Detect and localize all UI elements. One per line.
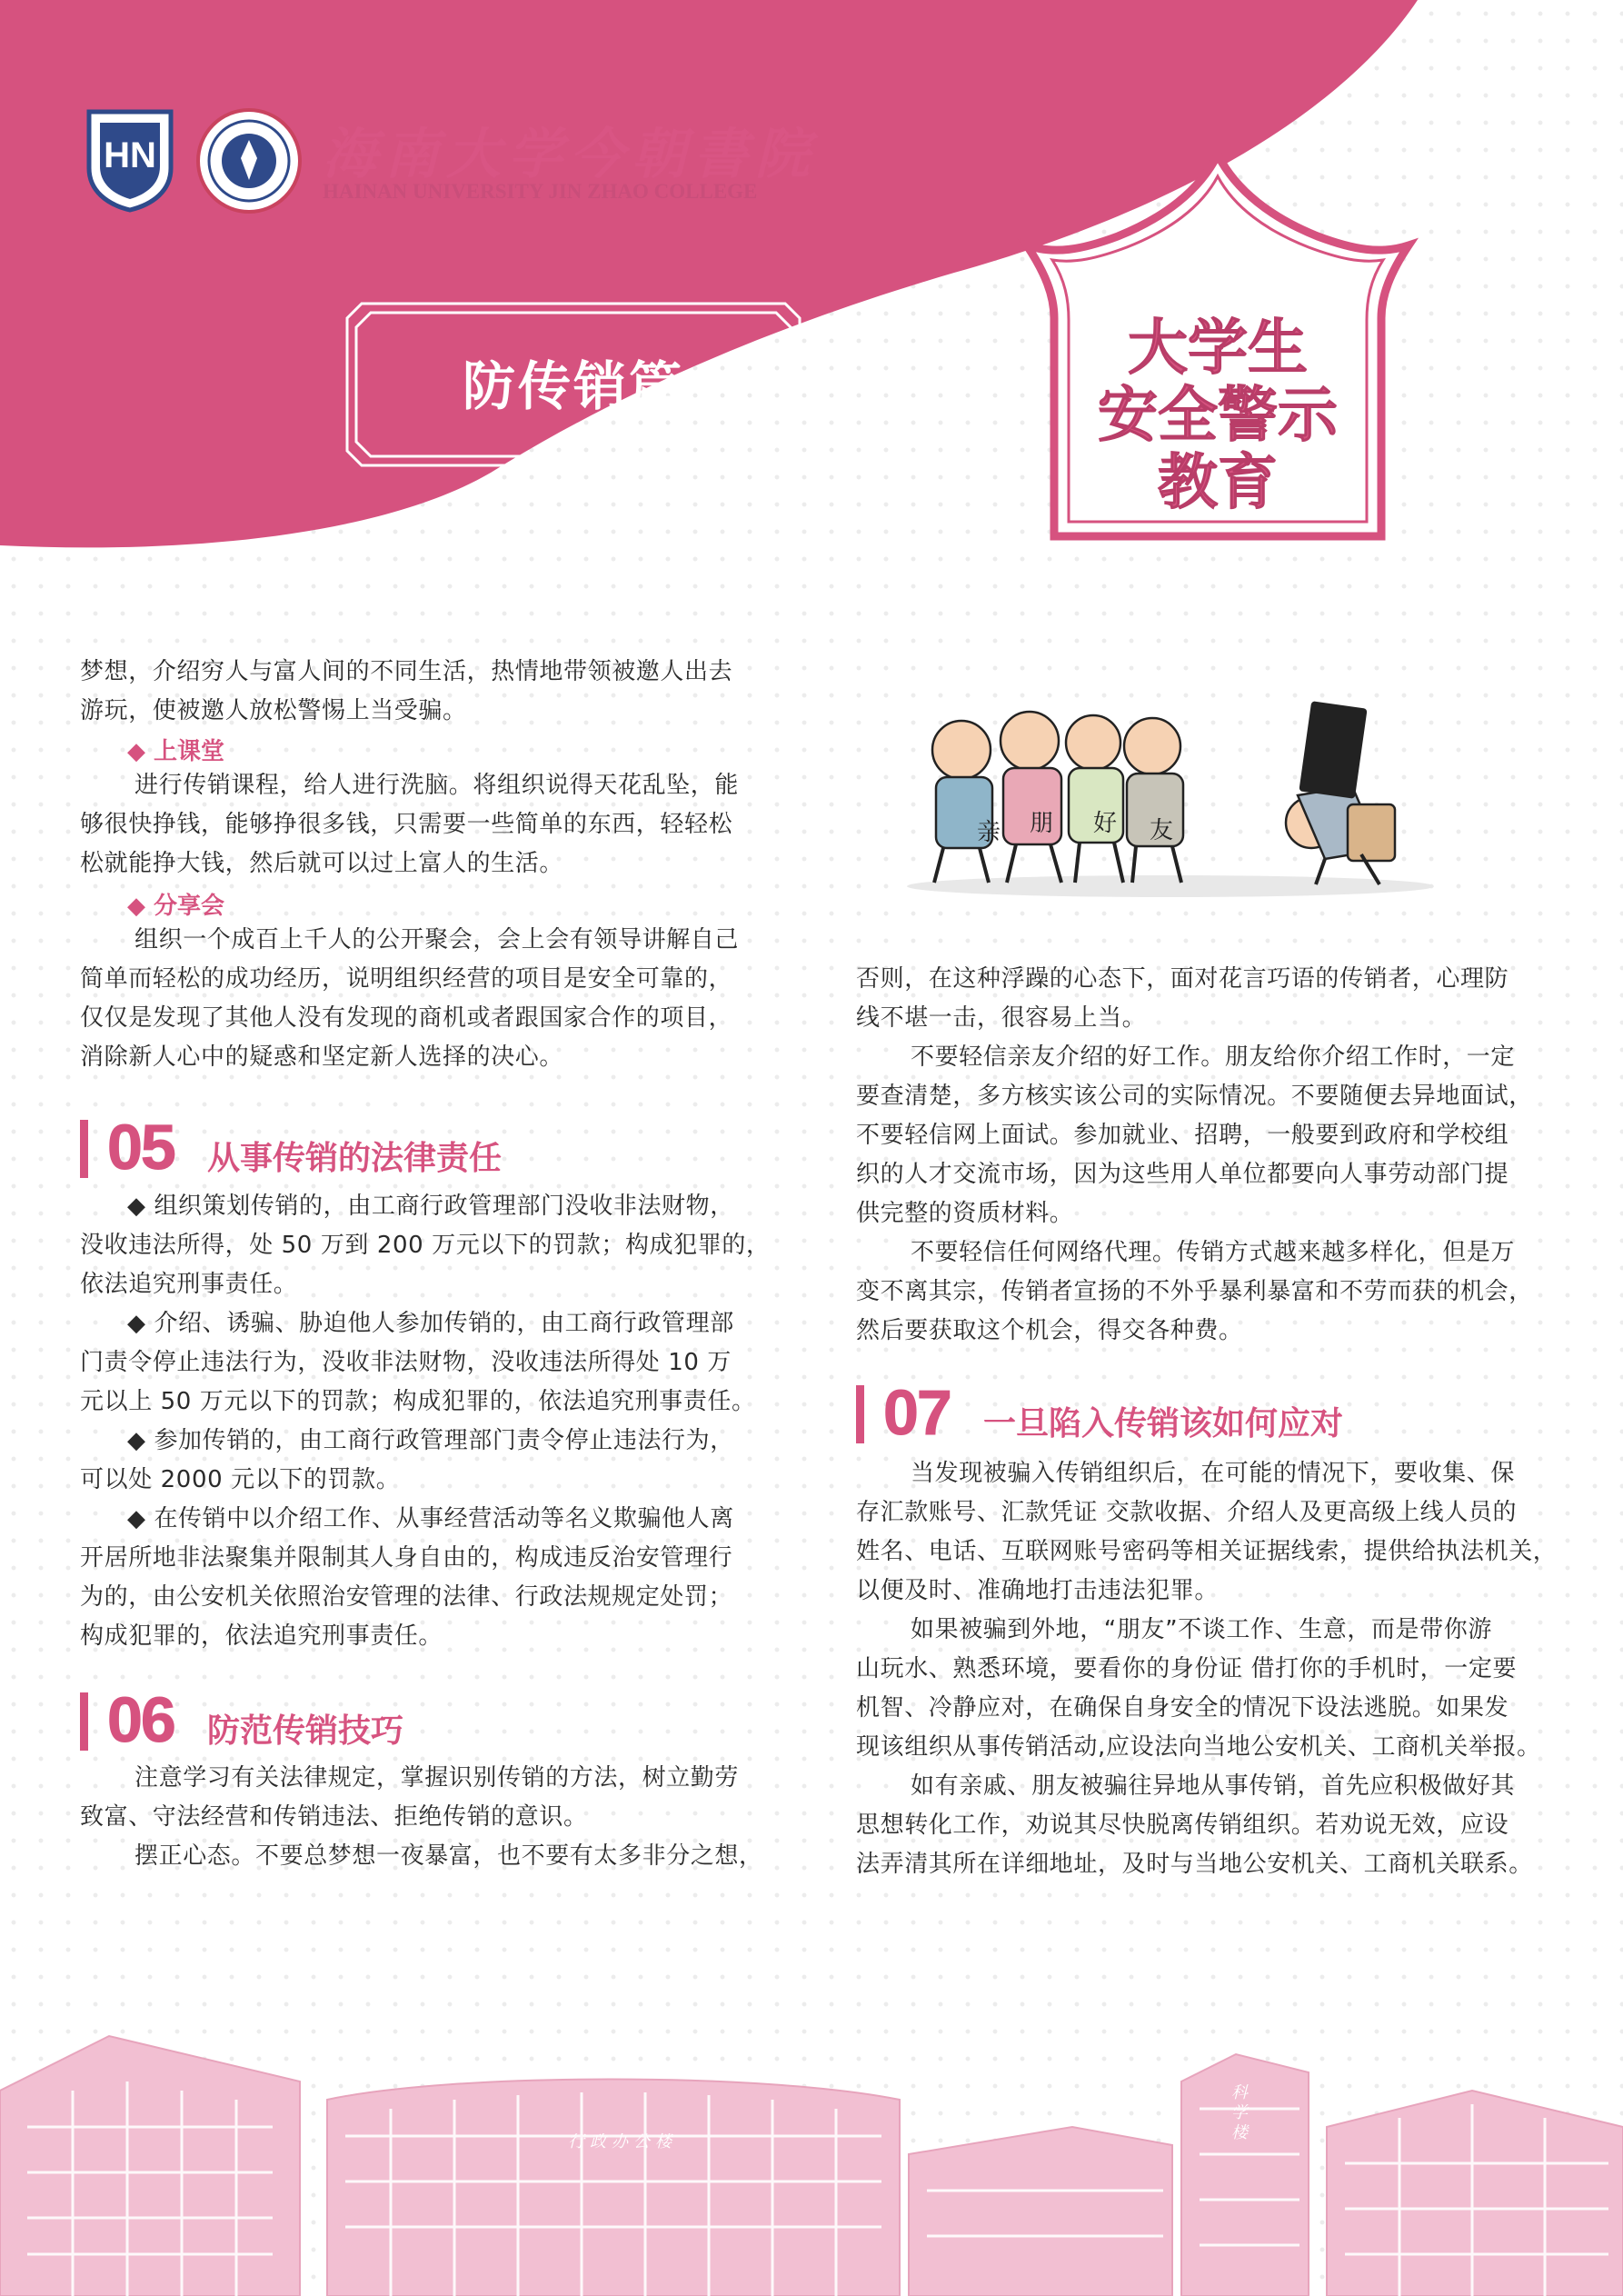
section-number: 07 (883, 1377, 951, 1448)
topic-title: 防传销篇 (462, 355, 684, 417)
building-sign: 行政办公楼 (568, 2132, 677, 2151)
shirt-label: 亲 (977, 819, 1001, 846)
college-name-cn: 海南大学今朝書院 (323, 123, 817, 186)
cartoon-illustration (898, 668, 1489, 904)
university-badge (80, 105, 180, 214)
section-06-heading (80, 1684, 807, 1755)
section-bar (80, 1692, 88, 1751)
section-bar (80, 1120, 88, 1178)
section-number: 05 (107, 1112, 174, 1183)
section-05-body: ◆ 组织策划传销的，由工商行政管理部门没收非法财物， 没收违法所得，处 50 万到 200 万元以下的罚款；构成犯罪的， 依法追究刑事责任。 ◆ 介绍、诱骗、胁迫他人参加传销的，由工商行政管理部 门责令停止违法行为，没收非法财物，没收违法所得处 10 万 元以上 50 万元以下的罚款；构成犯罪的，依法追究刑事责任。 ◆ 参加传销的，由工商行政管理部门责令停止违法行为， 可以处 2000 元以下的罚款。 ◆ 在传销中以介绍工作、从事经营活动等名义欺骗他人离 开居所地非法聚集并限制其人身自由的，构成违反治安管理行 为的，由公安机关依照治安管理的法律、行政法规规定处罚； 构成犯罪的，依法追究刑事责任。 (80, 1193, 771, 1650)
section-title: 一旦陷入传销该如何应对 (983, 1405, 1344, 1442)
section-title: 从事传销的法律责任 (207, 1140, 503, 1177)
shirt-label: 友 (1150, 817, 1174, 844)
section-bar (856, 1385, 864, 1443)
section-07-heading (856, 1377, 1583, 1448)
intro-paragraph: 梦想，介绍穷人与富人间的不同生活，热情地带领被邀人出去 游玩，使被邀人放松警惕上当受骗。 (80, 658, 733, 724)
friends-group (932, 712, 1183, 883)
building-sign-2: 科学楼 (1231, 2083, 1248, 2142)
section-title: 防范传销技巧 (207, 1712, 404, 1750)
poster-title-line1: 大学生 (1128, 313, 1308, 383)
item-share-paragraph: 组织一个成百上千人的公开聚会，会上会有领导讲解自己 简单而轻松的成功经历，说明组织经营的项目是安全可靠的， 仅仅是发现了其他人没有发现的商机或者跟国家合作的项目， 消除新人心中的疑惑和坚定新人选择的决心。 (80, 926, 740, 1071)
poster-title-line2: 安全警示 (1098, 380, 1338, 450)
section-06-body: 注意学习有关法律规定，掌握识别传销的方法，树立勤劳 致富、守法经营和传销违法、拒绝传销的意识。 摆正心态。不要总梦想一夜暴富，也不要有太多非分之想， (80, 1764, 763, 1870)
section-number: 06 (107, 1684, 174, 1755)
item-label-share: ◆ 分享会 (127, 893, 225, 920)
right-paragraph-a: 否则，在这种浮躁的心态下，面对花言巧语的传销者，心理防 线不堪一击，很容易上当。 不要轻信亲友介绍的好工作。朋友给你介绍工作时，一定 要查清楚，多方核实该公司的实际情况。不要随便去异地面试， 不要轻信网上面试。参加就业、招聘，一般要到政府和学校组 织的人才交流市场，因为这些用人单位都要向人事劳动部门提 供完整的资质材料。 不要轻信任何网络代理。传销方式越来越多样化，但是万 变不离其宗，传销者宣扬的不外乎暴利暴富和不劳而获的机会， 然后要获取这个机会，得交各种费。 (856, 965, 1533, 1344)
badge-text: HN (104, 135, 156, 175)
poster-title-line3: 教育 (1158, 447, 1278, 517)
college-seal-icon (195, 107, 303, 215)
college-name-en: HAINAN UNIVERSITY JIN ZHAO COLLEGE (323, 180, 758, 203)
section-07-body: 当发现被骗入传销组织后，在可能的情况下，要收集、保 存汇款账号、汇款凭证 交款收据、介绍人及更高级上线人员的 姓名、电话、互联网账号密码等相关证据线索，提供给执法机关， 以便及时、准确地打击违法犯罪。 如果被骗到外地，“朋友”不谈工作、生意，而是带你游 山玩水、熟悉环境，要看你的身份证 借打你的手机时，一定要 机智、冷静应对，在确保自身安全的情况下设法逃脱。如果发 现该组织从事传销活动,应设法向当地公安机关、工商机关举报。 如有亲戚、朋友被骗往异地从事传销，首先应积极做好其 思想转化工作，劝说其尽快脱离传销组织。若劝说无效，应设 法弄清其所在详细地址，及时与当地公安机关、工商机关联系。 (856, 1460, 1558, 1878)
item-class-paragraph: 进行传销课程，给人进行洗脑。将组织说得天花乱坠，能 够很快挣钱，能够挣很多钱，只需要一些简单的东西，轻轻松 松就能挣大钱，然后就可以过上富人的生活。 (80, 772, 740, 877)
cartoon-sign-text: 传销 (1373, 703, 1398, 759)
campus-skyline (0, 2018, 1623, 2296)
section-05-heading (80, 1112, 807, 1183)
shirt-label: 好 (1093, 810, 1118, 837)
shirt-label: 朋 (1030, 810, 1054, 837)
item-label-class: ◆ 上课堂 (127, 738, 225, 765)
